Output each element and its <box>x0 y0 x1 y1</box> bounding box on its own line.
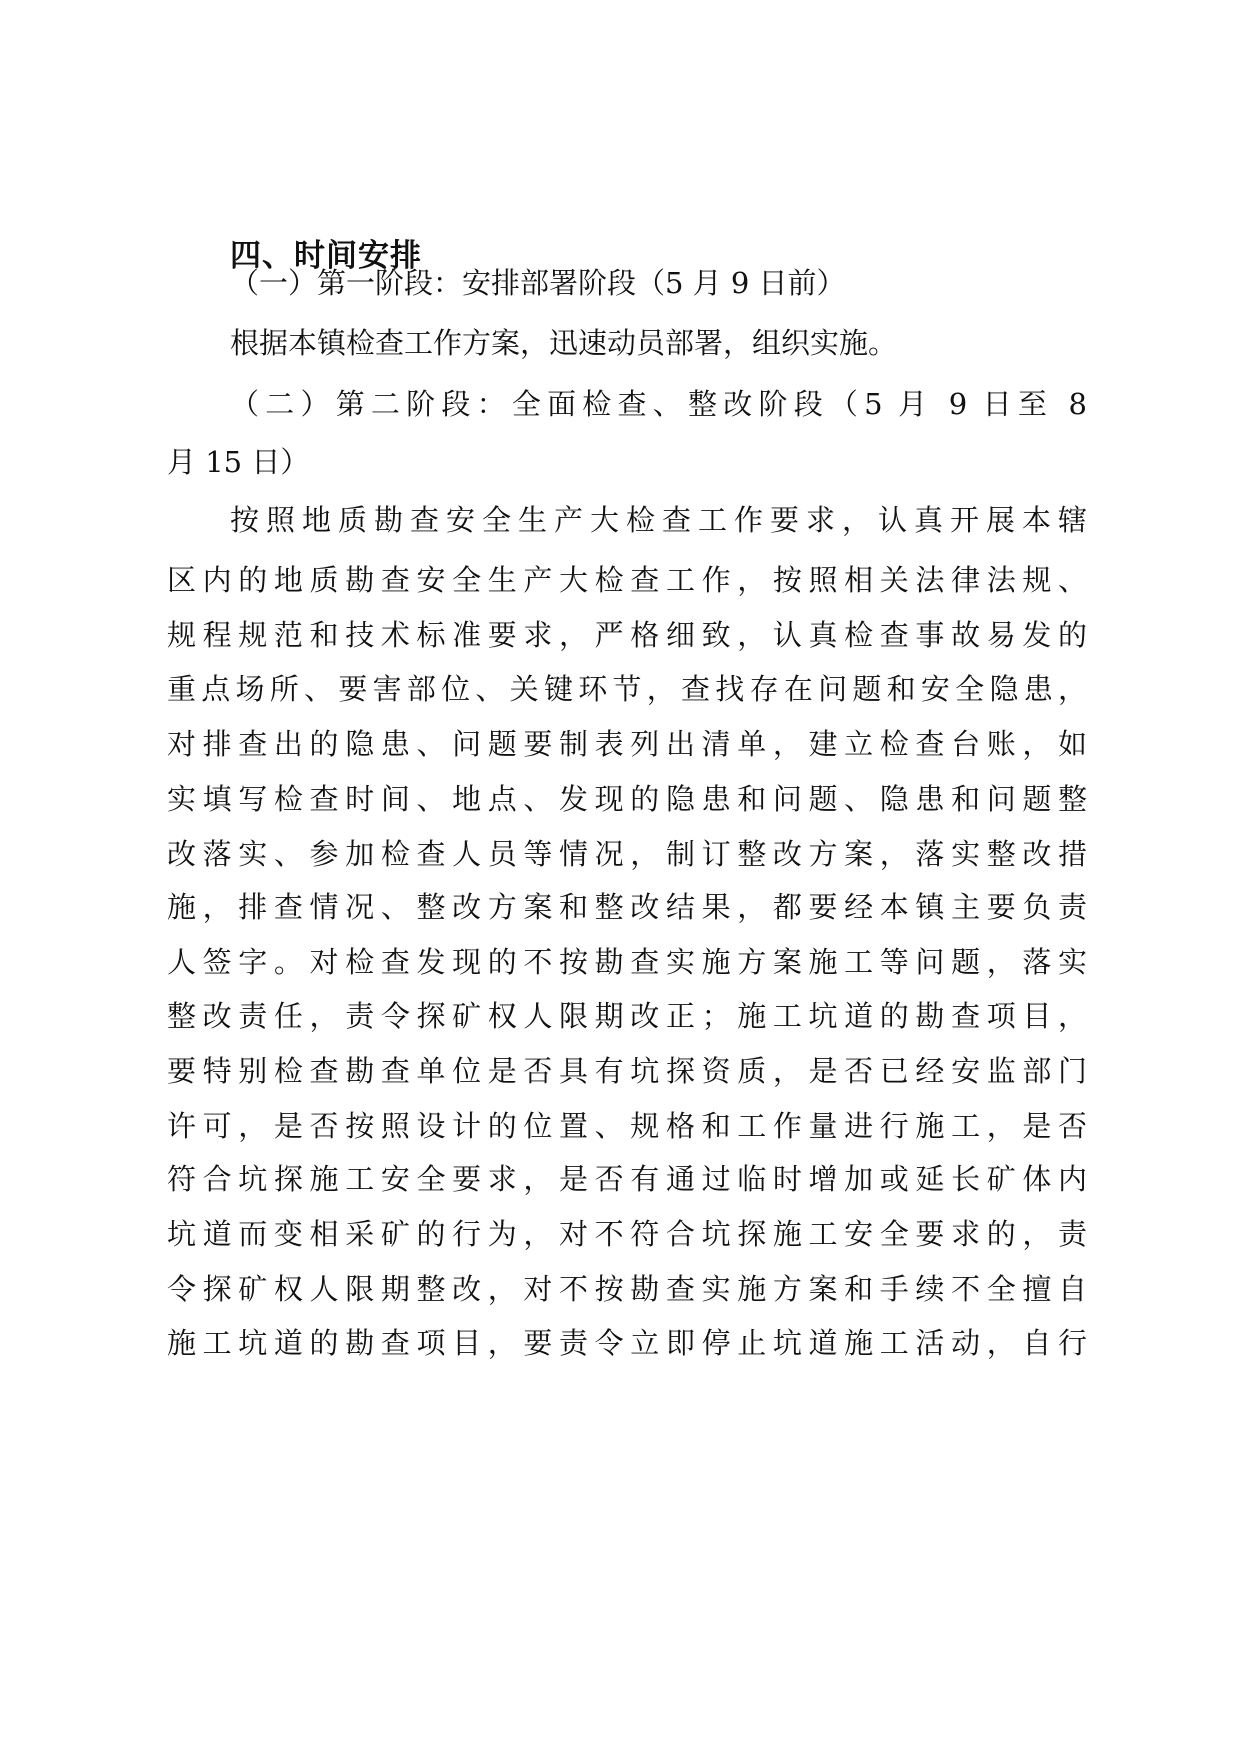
phase2-body-line: 坑道而变相采矿的行为，对不符合坑探施工安全要求的，责 <box>167 1217 1087 1251</box>
phase2-body-line: 人签字。对检查发现的不按勘查实施方案施工等问题，落实 <box>167 945 1087 979</box>
phase2-body-line: 对排查出的隐患、问题要制表列出清单，建立检查台账，如 <box>167 727 1087 761</box>
phase2-body-line: 许可，是否按照设计的位置、规格和工作量进行施工，是否 <box>167 1109 1087 1143</box>
phase2-body-line: 重点场所、要害部位、关键环节，查找存在问题和安全隐患， <box>167 672 1087 706</box>
phase1-body: 根据本镇检查工作方案，迅速动员部署，组织实施。 <box>230 326 898 360</box>
phase2-title-line1: （二）第二阶段：全面检查、整改阶段（5 月 9 日至 8 <box>230 387 1087 421</box>
phase2-body-line: 施，排查情况、整改方案和整改结果，都要经本镇主要负责 <box>167 890 1087 924</box>
phase2-body-line: 要特别检查勘查单位是否具有坑探资质，是否已经安监部门 <box>167 1054 1087 1088</box>
phase2-body-line: 规程规范和技术标准要求，严格细致，认真检查事故易发的 <box>167 618 1087 652</box>
phase2-body-line: 整改责任，责令探矿权人限期改正；施工坑道的勘查项目， <box>167 999 1087 1033</box>
section-heading: 四、时间安排 <box>230 238 422 274</box>
phase2-body-line: 令探矿权人限期整改，对不按勘查实施方案和手续不全擅自 <box>167 1272 1087 1306</box>
phase2-body-line: 符合坑探施工安全要求，是否有通过临时增加或延长矿体内 <box>167 1162 1087 1196</box>
phase1-title: （一）第一阶段：安排部署阶段（5 月 9 日前） <box>230 266 846 300</box>
phase2-body-line: 实填写检查时间、地点、发现的隐患和问题、隐患和问题整 <box>167 782 1087 816</box>
phase2-body-line: 区内的地质勘查安全生产大检查工作，按照相关法律法规、 <box>167 563 1087 597</box>
phase2-body-line: 施工坑道的勘查项目，要责令立即停止坑道施工活动，自行 <box>167 1326 1087 1360</box>
phase2-body-line: 按照地质勘查安全生产大检查工作要求，认真开展本辖 <box>230 503 1087 537</box>
phase2-title-line2: 月 15 日） <box>167 445 310 479</box>
phase2-body-line: 改落实、参加检查人员等情况，制订整改方案，落实整改措 <box>167 837 1087 871</box>
